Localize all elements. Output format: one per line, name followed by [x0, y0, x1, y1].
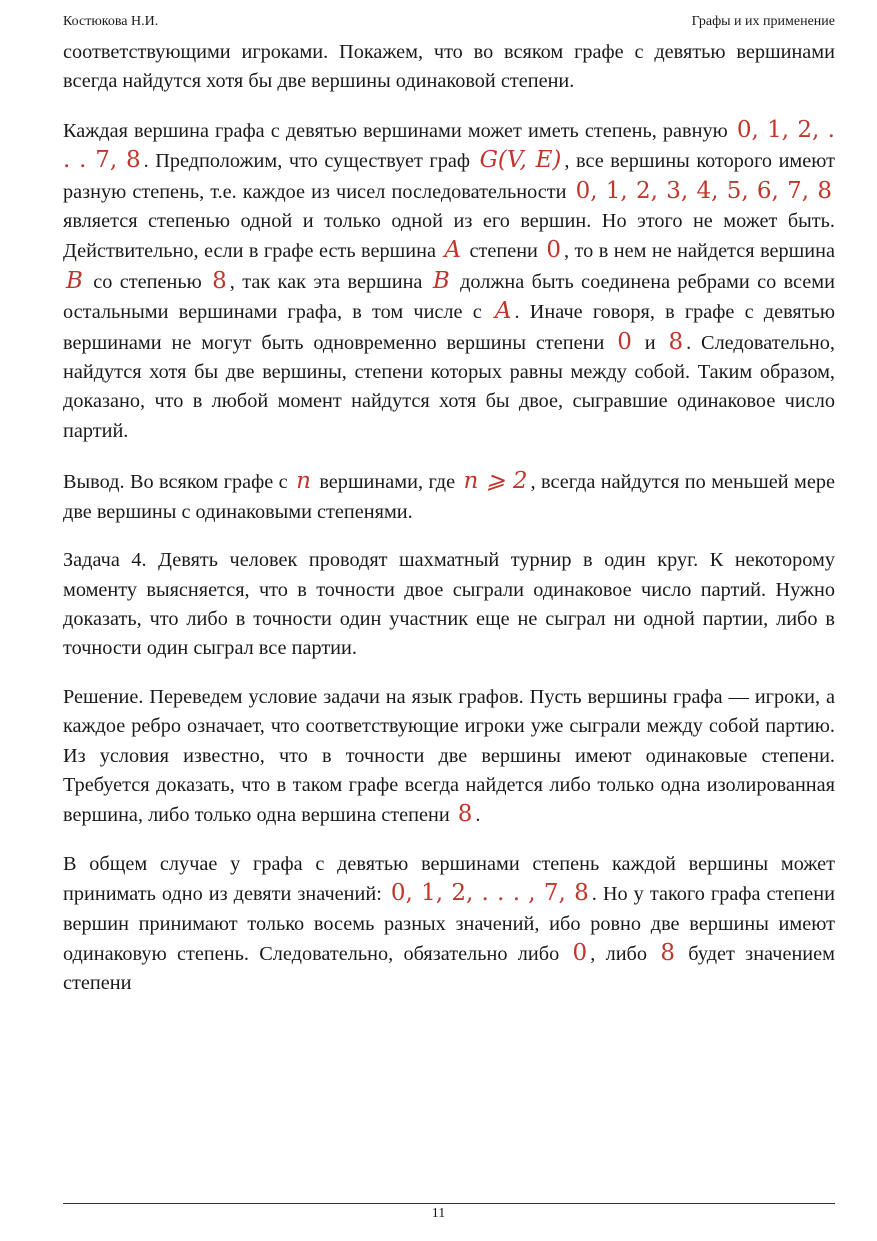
text-span: . Но у такого графа степени вершин принимают только восемь разных значений, ибо ровно две вершины имеют одинаковую степень. Следовательно, обязательно либо: [63, 883, 835, 965]
text-span: вершинами, где: [319, 471, 456, 494]
text-span: . Следовательно, найдутся хотя бы две вершины, степени которых равны между собой. Таким образом, доказано, что в любой момент найдутся хотя бы двое, сыгравшие одинаковое число партий.: [63, 331, 835, 442]
math-formula: A: [494, 298, 512, 325]
page-header: [63, 14, 835, 36]
paragraph: [63, 683, 835, 831]
text-span: Вывод. Во всяком графе с: [63, 471, 288, 494]
math-formula: 0: [617, 328, 632, 355]
math-formula: 0, 1, 2, . . . 7, 8: [63, 116, 835, 174]
text-span: , всегда найдутся по меньшей мере две вершины с одинаковыми степенями.: [63, 471, 835, 523]
text-span: , все вершины которого имеют разную степень, т.е. каждое из чисел последовательности: [63, 150, 836, 203]
text-span: .: [475, 804, 481, 827]
text-span: . Предположим, что существует граф: [143, 150, 470, 173]
header-author: Костюкова Н.И.: [63, 14, 159, 29]
math-formula: B: [66, 267, 83, 294]
text-span: степени: [469, 240, 538, 263]
footer-divider: [63, 1203, 835, 1204]
text-span: , либо: [590, 942, 648, 965]
math-formula: 8: [212, 267, 227, 294]
math-formula: 0: [572, 939, 588, 966]
math-formula: G(V, E): [479, 147, 562, 174]
math-formula: A: [444, 237, 462, 264]
math-formula: 8: [457, 801, 473, 828]
paragraph: [63, 467, 835, 527]
text-span: , то в нем не найдется вершина: [564, 240, 835, 263]
text-span: Решение. Переведем условие задачи на язык графов. Пусть вершины графа — игроки, а каждое ребро означает, что соответствующие игроки уже сыграли между собой партию. Из условия известно, что в точности две вершины имеют одинаковые степени. Требуется доказать, что в таком графе всегда найдется либо только одна изолированная вершина, либо только одна вершина степени: [63, 685, 835, 827]
math-formula: n ⩾ 2: [463, 468, 528, 495]
header-title: Графы и их применение: [691, 14, 835, 29]
paragraph: [63, 116, 835, 446]
paragraph: соответствующими игроками. Покажем, что во всяком графе с девятью вершинами всегда найдутся хотя бы две вершины одинаковой степени.: [63, 41, 835, 93]
page-number: 11: [431, 1206, 446, 1221]
text-span: В общем случае у графа с девятью вершинами степень каждой вершины может принимать одно из девяти значений:: [63, 852, 835, 906]
paragraph: [63, 850, 835, 999]
text-span: должна быть соединена ребрами со всеми остальными вершинами графа, в том числе с: [63, 270, 835, 324]
text-span: Каждая вершина графа с девятью вершинами может иметь степень, равную: [63, 119, 728, 142]
text-span: и: [644, 331, 656, 354]
math-formula: B: [432, 267, 450, 294]
page-body: [63, 38, 835, 999]
math-formula: 8: [668, 328, 684, 355]
math-formula: 0: [546, 237, 562, 264]
text-span: . Иначе говоря, в графе с девятью вершинами не могут быть одновременно вершины степени: [63, 301, 835, 354]
text-span: будет значением степени: [63, 942, 835, 995]
text-span: является степенью одной и только одной из его вершин. Но этого не может быть. Действительно, если в графе есть вершина: [63, 210, 835, 263]
text-span: со степенью: [93, 270, 202, 293]
paragraph: Задача 4. Девять человек проводят шахматный турнир в один круг. К некоторому моменту выясняется, что в точности двое сыграли одинаковое число партий. Нужно доказать, что либо в точности один участник еще не сыграл ни одной партии, либо в точности один сыграл все партии.: [63, 549, 835, 660]
math-formula: 0, 1, 2, . . . , 7, 8: [390, 880, 589, 907]
math-formula: 8: [660, 939, 675, 966]
math-formula: 0, 1, 2, 3, 4, 5, 6, 7, 8: [575, 177, 832, 204]
text-span: , так как эта вершина: [229, 270, 423, 293]
math-formula: n: [296, 468, 311, 495]
